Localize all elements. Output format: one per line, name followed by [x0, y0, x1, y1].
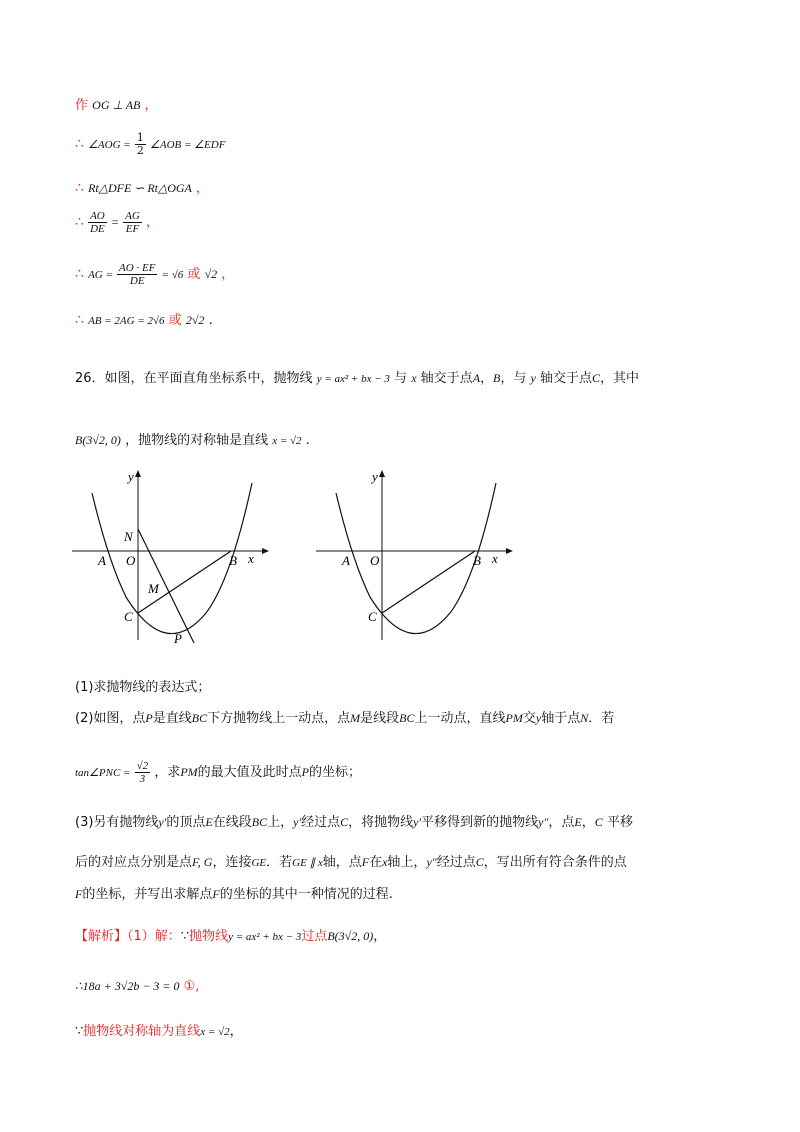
- step-3: ∴ Rt△DFE ∽ Rt△OGA ，: [75, 180, 210, 196]
- fraction-tan: $\frac{√2}{3}$: [136, 760, 149, 785]
- step-5: ∴ AG = $\frac{AO \cdot EF}{DE}$ = √6 或 √2 ，: [75, 262, 235, 287]
- step-4: ∴ $\frac{AO}{DE}$ = $\frac{AG}{EF}$ ，: [75, 210, 159, 235]
- solution-line-1: 【解析】（1）解：∵抛物线y = ax² + bx − 3过点B(3√2, 0)，: [75, 929, 387, 944]
- fig1-label-p: P: [174, 631, 182, 645]
- fig2-label-a: A: [342, 553, 350, 568]
- fig1-label-a: A: [98, 553, 106, 568]
- question-26-line-1: 26．如图，在平面直角坐标系中，抛物线 y = ax² + bx − 3 与 x 轴交于点A，B，与 y 轴交于点C，其中: [75, 371, 640, 386]
- part-3-line-3: F的坐标，并写出求解点F的坐标的其中一种情况的过程.: [75, 887, 393, 902]
- part-2-line-2: tan∠PNC = $\frac{√2}{3}$ ，求PM的最大值及此时点P的坐标；: [75, 760, 362, 785]
- fraction-ag-ef: $\frac{AG}{EF}$: [125, 210, 140, 235]
- fig1-label-b: B: [229, 553, 237, 568]
- step-6: ∴ AB = 2AG = 2√6 或 2√2 .: [75, 312, 213, 328]
- part-2-line-1: (2)如图，点P是直线BC下方抛物线上一动点，点M是线段BC上一动点，直线PM交y轴于点N．若: [75, 711, 615, 726]
- solution-line-2: ∴18a + 3√2b − 3 = 0 ①,: [75, 979, 200, 994]
- fraction-ao-de: $\frac{AO}{DE}$: [90, 210, 105, 235]
- fig1-label-y: y: [128, 469, 134, 484]
- fig2-label-y: y: [372, 469, 378, 484]
- fig1-label-x: x: [248, 551, 254, 566]
- fig1-label-n: N: [124, 529, 133, 544]
- fig2-label-c: C: [368, 609, 377, 624]
- solution-line-3: ∵抛物线对称轴为直线x = √2，: [75, 1024, 243, 1039]
- fraction-half: $\frac{1}{2}$: [136, 131, 144, 157]
- question-26-line-2: B(3√2, 0) ，抛物线的对称轴是直线 x = √2 .: [75, 433, 310, 448]
- fig2-label-x: x: [492, 551, 498, 566]
- part-3-line-1: (3)另有抛物线y′的顶点E在线段BC上，y′经过点C，将抛物线y′平移得到新的抛物线y″，点E，C 平移: [75, 815, 633, 830]
- figure-2: [310, 465, 520, 645]
- fraction-ao-ef-de: $\frac{AO \cdot EF}{DE}$: [119, 262, 156, 287]
- fig1-label-m: M: [148, 581, 159, 596]
- fig2-label-b: B: [473, 553, 481, 568]
- part-3-line-2: 后的对应点分别是点F, G，连接GE．若GE ∥ x轴，点F在x轴上，y″经过点C，写出所有符合条件的点: [75, 855, 627, 870]
- step-1: 作 OG ⊥ AB ，: [75, 98, 158, 113]
- step-2: ∴ ∠AOG = $\frac{1}{2}$ ∠AOB = ∠EDF: [75, 131, 226, 157]
- fig2-label-o: O: [370, 553, 380, 568]
- solution-tag: 【解析】: [75, 929, 128, 944]
- part-1: (1)求抛物线的表达式；: [75, 680, 211, 695]
- fig1-label-c: C: [124, 609, 133, 624]
- figure-1: [66, 465, 276, 645]
- fig1-label-o: O: [126, 553, 136, 568]
